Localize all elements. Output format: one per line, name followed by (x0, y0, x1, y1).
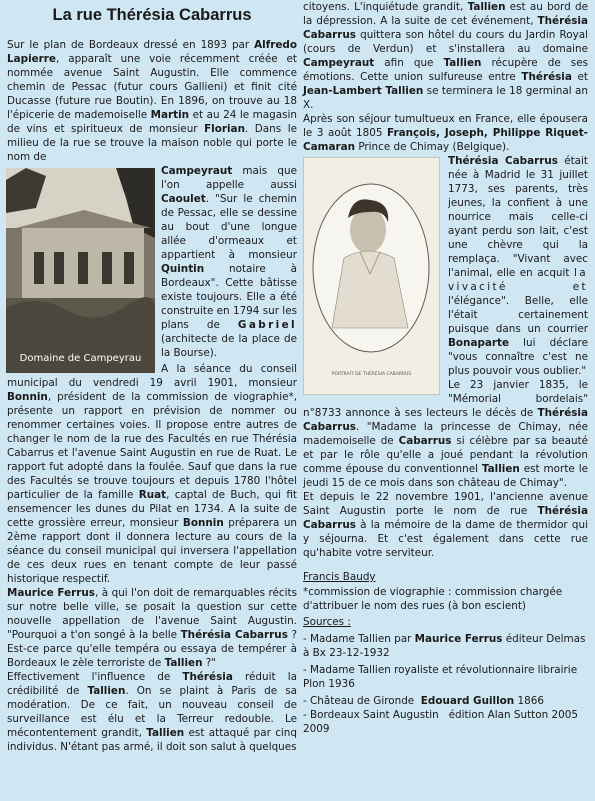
building-illustration (6, 168, 155, 373)
source-4: - Bordeaux Saint Augustin édition Alan Sutton 2005 2009 (303, 709, 582, 735)
right-column (303, 0, 588, 736)
paragraph-conseil: A la séance du conseil municipal du vendredi 19 avril 1901, monsieur Bonnin, président de la commission de viographie*, présente un rapport en prévision de nommer ou renommer certaines voies. Il propose entre autres de changer le nom de la rue des Facultés en rue Thérésia Cabarrus et l'avenue Saint Augustin en rue de Ruat. Le rapport fut adopté dans la foulée. Sauf que dans la rue des Facultés se trouve toujours et depuis 1780 l'hôtel particulier de la famille Ruat, captal de Buch, qui fit ensemencer les dunes du Pilat en 1734. A la suite de cette grossière erreur, monsieur Bonnin préparera un 2ème rapport dont il donnera lecture au cours de la séance du conseil municipal qui inversera l'appellation de ces deux rues en tenant compte de leur passé historique respectif. (7, 363, 298, 585)
portrait-caption: PORTRAIT DE THÉRÉSIA CABARRUS (331, 372, 412, 377)
paragraph-depuis: Et depuis le 22 novembre 1901, l'ancienne avenue Saint Augustin porte le nom de rue Thérésia Cabarrus à la mémoire de la dame de thermidor qui y séjourna. Et c'est également dans cette rue qu'habite votre serviteur. (303, 491, 588, 559)
left-column (7, 0, 297, 754)
domaine-photo (6, 168, 155, 373)
page-title: La rue Thérésia Cabarrus (52, 6, 252, 24)
source-1: - Madame Tallien par Maurice Ferrus éditeur Delmas à Bx 23-12-1932 (303, 633, 586, 659)
paragraph-campeyraut: Campeyraut mais que l'on appelle aussi Caoulet. "Sur le chemin de Pessac, elle se dessine au bout d'une longue allée d'ormeaux et appartient à monsieur Quintin notaire à Bordeaux". Cette bâtisse existe toujours. Elle a été construite en 1794 sur les plans de Gabriel (architecte de la place de la Bourse). (161, 165, 297, 359)
photo-caption: Domaine de Campeyrau (19, 353, 142, 364)
portrait-illustration (304, 158, 439, 394)
source-3: - Château de Gironde Edouard Guillon 1866 (303, 695, 544, 707)
source-2: - Madame Tallien royaliste et révolutionnaire librairie Plon 1936 (303, 664, 578, 690)
footnote: *commission de viographie : commission chargée d'attribuer le nom des rues (à bon escient) (303, 586, 563, 612)
portrait-photo (303, 157, 440, 395)
paragraph-intro: Sur le plan de Bordeaux dressé en 1893 par Alfredo Lapierre, apparaît une voie récemment créée et nommée avenue Saint Augustin. Elle commence chemin de Pessac (futur cours Gallieni) et finit cité Ducasse (future rue Boutin). En 1896, on trouve au 18 l'épicerie de mademoiselle Martin et au 24 le magasin de vins et spiritueux de monsieur Florian. Dans le milieu de la rue se trouve la maison noble qui porte le nom de (7, 39, 297, 163)
paragraph-ferrus: Maurice Ferrus, à qui l'on doit de remarquables récits sur notre belle ville, se posait la question sur cette nouvelle appellation de l'avenue Saint Augustin. "Pourquoi a t'on songé à la belle Thérésia Cabarrus ? Est-ce parce qu'elle tempéra ou essaya de tempérer à Bordeaux le zèle terroriste de Tallien ?" (7, 587, 297, 669)
paragraph-mariage: Après son séjour tumultueux en France, elle épousera le 3 août 1805 François, Joseph, Philippe Riquet-Camaran Prince de Chimay (Belgique). (303, 113, 588, 153)
author-name: Francis Baudy (303, 571, 376, 583)
paragraph-naissance: Thérésia Cabarrus était née à Madrid le 31 juillet 1773, ses parents, très jeunes, la confient à une nourrice mais celle-ci ayant perdu son lait, c'est une chèvre qui la remplaça. "Vivant avec l'animal, elle en acquit la vivacité et l'élégance". Belle, elle l'était certainement puisque dans un courrier Bonaparte lui déclare "vous connaître c'est ne plus pouvoir vous oublier." (448, 155, 588, 377)
paragraph-citoyens: citoyens. L'inquiétude grandit, Tallien est au bord de la dépression. A la suite de cet événement, Thérésia Cabarrus quittera son hôtel du cours du Jardin Royal (cours de Verdun) et s'installera au domaine Campeyraut afin que Tallien récupère de ses émotions. Cette union sulfureuse entre Thérésia et Jean-Lambert Tallien se terminera le 18 germinal an X. (303, 1, 589, 111)
paragraph-deces: Le 23 janvier 1835, le "Mémorial bordelais" n°8733 annonce à ses lecteurs le décès de Thérésia Cabarrus. "Madame la princesse de Chimay, née mademoiselle de Cabarrus si célèbre par sa beauté et par le rôle qu'elle a joué pendant la révolution comme épouse du conventionnel Tallien est morte le jeudi 15 de ce mois dans son château de Chimay". (303, 379, 588, 489)
sources-title: Sources : (303, 616, 351, 628)
paragraph-influence: Effectivement l'influence de Thérésia réduit la crédibilité de Tallien. On se plaint à Paris de sa modération. De ce fait, un nouveau conseil de surveillance est élu et la Terreur redouble. Le mécontentement grandit, Tallien est attaqué par cinq individus. N'étant pas armé, il doit son salut à quelques (7, 671, 297, 753)
